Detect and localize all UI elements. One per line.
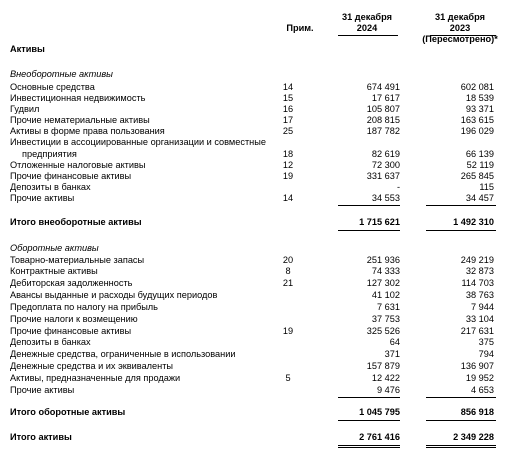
- row-value-2023: 115: [479, 182, 494, 192]
- grand-total-double-rule-2024: [338, 445, 400, 448]
- row-value-2023: 18 539: [465, 93, 494, 103]
- table-row: [0, 349, 512, 360]
- row-label: Прочие налоги к возмещению: [10, 314, 138, 324]
- table-row: [0, 182, 512, 193]
- grand-total-value-2023: 2 349 228: [453, 432, 494, 442]
- row-value-2023: 602 081: [460, 82, 494, 92]
- grand-total-row: [0, 432, 512, 443]
- row-note: 15: [282, 93, 294, 103]
- row-value-2024: 82 619: [371, 149, 400, 159]
- noncurrent-title: Внеоборотные активы: [10, 69, 113, 79]
- row-value-2024: 64: [389, 337, 400, 347]
- total-rule-2024: [338, 230, 400, 231]
- row-value-2024: 208 815: [366, 115, 400, 125]
- row-label: Инвестиции в ассоциированные организации и совместные: [10, 137, 266, 147]
- row-label: Прочие активы: [10, 385, 75, 395]
- table-row: [0, 193, 512, 204]
- row-label: Основные средства: [10, 82, 95, 92]
- table-row: [0, 266, 512, 277]
- row-note: 20: [282, 255, 294, 265]
- column-header-2024: [333, 12, 401, 34]
- row-note: 21: [282, 278, 294, 288]
- total-value-2024: 1 045 795: [359, 407, 400, 417]
- table-row: [0, 82, 512, 93]
- subtotal-rule-2023: [426, 205, 496, 206]
- header-underline-2024: [338, 35, 398, 36]
- total-row: [0, 217, 512, 228]
- subtotal-rule-2024: [338, 205, 400, 206]
- row-value-2023: 33 104: [465, 314, 494, 324]
- column-header-2023-restated: (Пересмотрено)*: [422, 34, 498, 44]
- grand-total-label: Итого активы: [10, 432, 72, 442]
- row-label: Депозиты в банках: [10, 337, 91, 347]
- row-value-2023: 19 952: [465, 373, 494, 383]
- subtotal-rule-2023: [426, 397, 496, 398]
- row-value-2024: 41 102: [371, 290, 400, 300]
- row-label: Контрактные активы: [10, 266, 98, 276]
- total-rule-2023: [426, 420, 496, 421]
- row-label: Активы в форме права пользования: [10, 126, 165, 136]
- table-row: [0, 314, 512, 325]
- total-row: [0, 407, 512, 418]
- column-header-2023-year: 2023: [449, 23, 471, 33]
- section-title-row: [0, 44, 512, 55]
- row-value-2024: 9 476: [377, 385, 400, 395]
- subtotal-rule-2024: [338, 397, 400, 398]
- total-rule-2024: [338, 420, 400, 421]
- row-note: 25: [282, 126, 294, 136]
- row-note: 5: [285, 373, 291, 383]
- table-row: [0, 302, 512, 313]
- row-value-2023: 114 703: [461, 278, 494, 288]
- row-value-2024: -: [396, 182, 400, 192]
- row-value-2023: 38 763: [465, 290, 494, 300]
- row-value-2023: 163 615: [460, 115, 494, 125]
- row-value-2024: 371: [384, 349, 400, 359]
- subsection-title-row: [0, 243, 512, 254]
- table-row: [0, 290, 512, 301]
- row-value-2024: 187 782: [366, 126, 400, 136]
- row-label: Инвестиционная недвижимость: [10, 93, 146, 103]
- row-value-2023: 136 907: [460, 361, 494, 371]
- total-rule-2023: [426, 230, 496, 231]
- column-header-2023: [420, 12, 500, 45]
- row-value-2024: 105 807: [366, 104, 400, 114]
- column-header-2024-date: 31 декабря: [342, 12, 392, 22]
- row-note: 16: [282, 104, 294, 114]
- row-label: Денежные средства, ограниченные в использовании: [10, 349, 236, 359]
- row-value-2024: 34 553: [371, 193, 400, 203]
- table-row: [0, 326, 512, 337]
- total-label: Итого оборотные активы: [10, 407, 126, 417]
- row-value-2023: 375: [478, 337, 494, 347]
- row-note: 14: [282, 82, 294, 92]
- row-label: Активы, предназначенные для продажи: [10, 373, 181, 383]
- table-row: [0, 126, 512, 137]
- table-row: [0, 337, 512, 348]
- table-row: [0, 385, 512, 396]
- row-value-2023: 7 944: [471, 302, 494, 312]
- row-label: Товарно-материальные запасы: [10, 255, 145, 265]
- row-value-2023: 265 845: [460, 171, 494, 181]
- row-note: 19: [282, 171, 294, 181]
- table-row: [0, 137, 512, 148]
- total-value-2023: 856 918: [460, 407, 494, 417]
- row-value-2024: 17 617: [371, 93, 400, 103]
- row-note: 19: [282, 326, 294, 336]
- row-value-2024: 127 302: [366, 278, 400, 288]
- row-value-2024: 325 526: [366, 326, 400, 336]
- row-value-2024: 12 422: [371, 373, 400, 383]
- row-value-2023: 32 873: [465, 266, 494, 276]
- row-value-2023: 66 139: [465, 149, 494, 159]
- row-label: Прочие финансовые активы: [10, 326, 132, 336]
- subsection-title-row: [0, 69, 512, 80]
- row-label: Денежные средства и их эквиваленты: [10, 361, 174, 371]
- row-value-2023: 93 371: [465, 104, 494, 114]
- header-underline-2023: [430, 35, 496, 36]
- current-title: Оборотные активы: [10, 243, 99, 253]
- row-label: Гудвил: [10, 104, 40, 114]
- row-value-2024: 157 879: [366, 361, 400, 371]
- row-value-2023: 249 219: [460, 255, 494, 265]
- row-value-2024: 674 491: [366, 82, 400, 92]
- table-row: [0, 93, 512, 104]
- row-label: Прочие финансовые активы: [10, 171, 132, 181]
- section-title: Активы: [10, 44, 45, 54]
- row-label: Депозиты в банках: [10, 182, 91, 192]
- row-label: Авансы выданные и расходы будущих периодов: [10, 290, 218, 300]
- row-value-2023: 794: [478, 349, 494, 359]
- column-header-2023-date: 31 декабря: [435, 12, 485, 22]
- note-column-header: Прим.: [286, 23, 314, 33]
- row-label: Отложенные налоговые активы: [10, 160, 146, 170]
- row-label: Прочие нематериальные активы: [10, 115, 150, 125]
- row-value-2023: 196 029: [460, 126, 494, 136]
- table-row: [0, 104, 512, 115]
- row-value-2024: 72 300: [371, 160, 400, 170]
- row-value-2023: 52 119: [466, 160, 494, 170]
- grand-total-value-2024: 2 761 416: [359, 432, 400, 442]
- row-note: 12: [282, 160, 294, 170]
- row-value-2023: 34 457: [465, 193, 494, 203]
- row-value-2024: 251 936: [366, 255, 400, 265]
- row-note: 14: [282, 193, 294, 203]
- table-row: [0, 149, 512, 160]
- row-label: Дебиторская задолженность: [10, 278, 133, 288]
- row-note: 8: [285, 266, 291, 276]
- table-row: [0, 171, 512, 182]
- total-value-2023: 1 492 310: [453, 217, 494, 227]
- row-value-2024: 7 631: [377, 302, 400, 312]
- row-label: предприятия: [22, 149, 77, 159]
- row-value-2023: 4 653: [471, 385, 494, 395]
- total-value-2024: 1 715 621: [359, 217, 400, 227]
- column-header-2024-year: 2024: [356, 23, 378, 33]
- row-value-2024: 331 637: [366, 171, 400, 181]
- table-row: [0, 160, 512, 171]
- row-value-2023: 217 631: [460, 326, 494, 336]
- row-label: Прочие активы: [10, 193, 75, 203]
- row-label: Предоплата по налогу на прибыль: [10, 302, 158, 312]
- row-note: 18: [282, 149, 294, 159]
- table-row: [0, 278, 512, 289]
- table-row: [0, 373, 512, 384]
- table-row: [0, 115, 512, 126]
- row-value-2024: 74 333: [371, 266, 400, 276]
- row-note: 17: [282, 115, 294, 125]
- total-label: Итого внеоборотные активы: [10, 217, 142, 227]
- table-row: [0, 361, 512, 372]
- grand-total-double-rule-2023: [426, 445, 496, 448]
- table-row: [0, 255, 512, 266]
- row-value-2024: 37 753: [371, 314, 400, 324]
